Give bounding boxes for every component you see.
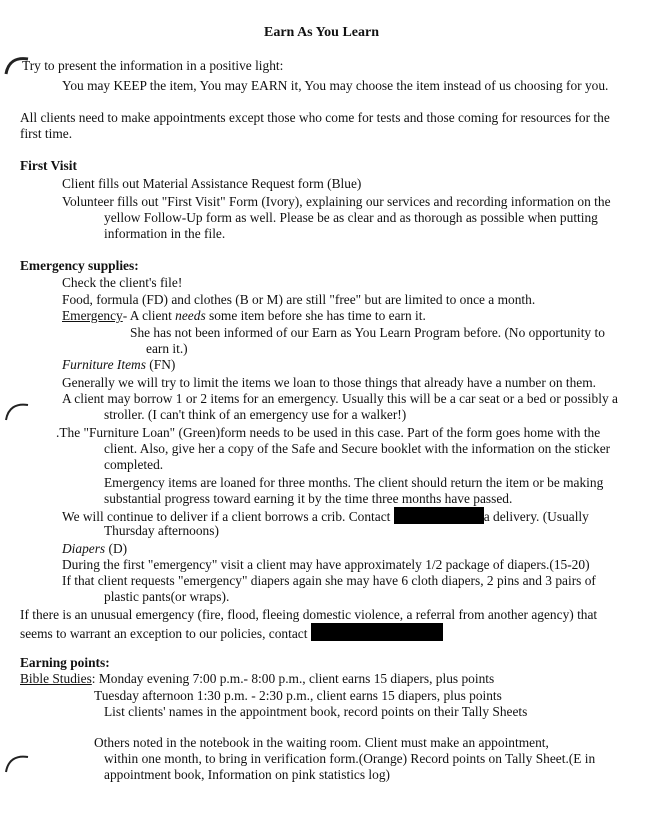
crib-delivery-line — [62, 507, 589, 524]
furniture-borrow-line-2: stroller. (I can't think of an emergency use for a walker!) — [104, 407, 407, 422]
emergency-heading: Emergency supplies: — [20, 258, 139, 273]
bible-studies-line-2: Tuesday afternoon 1:30 p.m. - 2:30 p.m., client earns 15 diapers, plus points — [94, 688, 502, 703]
bible-studies-monday: : Monday evening 7:00 p.m.- 8:00 p.m., client earns 15 diapers, plus points — [91, 671, 495, 686]
appointments-line-1: All clients need to make appointments except those who come for tests and those coming for resources for the — [20, 110, 610, 125]
redacted-contact-block — [394, 507, 484, 524]
first-visit-heading: First Visit — [20, 158, 77, 173]
emergency-informed-line-2: earn it.) — [146, 341, 188, 356]
hole-punch-mark-icon — [4, 752, 30, 774]
furniture-items-code: (FN) — [145, 357, 176, 372]
emergency-definition-line — [62, 308, 426, 323]
emergency-text-post: some item before she has time to earn it. — [205, 308, 426, 323]
furniture-loan-line-1: .The "Furniture Loan" (Green)form needs to be used in this case. Part of the form goes home with the — [56, 425, 601, 440]
diapers-label: Diapers — [62, 541, 106, 556]
emergency-needs-word: needs — [175, 308, 206, 323]
furniture-limit-line: Generally we will try to limit the items we loan to those things that already have a number on them. — [62, 375, 597, 390]
first-visit-line-1: Client fills out Material Assistance Request form (Blue) — [62, 176, 362, 191]
others-line-1: Others noted in the notebook in the waiting room. Client must make an appointment, — [94, 735, 549, 750]
crib-delivery-line-2: Thursday afternoons) — [104, 523, 219, 538]
intro-line-2: You may KEEP the item, You may EARN it, You may choose the item instead of us choosing for you. — [62, 78, 609, 93]
emergency-check-line: Check the client's file! — [62, 275, 183, 290]
furniture-loaned-line-1: Emergency items are loaned for three months. The client should return the item or be making — [104, 475, 604, 490]
furniture-loan-line-2: client. Also, give her a copy of the Safe and Secure booklet with the information on the sticker — [104, 441, 611, 456]
bible-studies-label: Bible Studies — [20, 671, 92, 686]
earning-points-heading: Earning points: — [20, 655, 110, 670]
unusual-emergency-text: seems to warrant an exception to our policies, contact — [20, 626, 311, 641]
first-visit-line-2: Volunteer fills out "First Visit" Form (Ivory), explaining our services and recording information on the — [62, 194, 611, 209]
crib-delivery-pre: We will continue to deliver if a client borrows a crib. Contact — [62, 509, 394, 524]
furniture-items-line — [62, 357, 175, 372]
bible-studies-line-3: List clients' names in the appointment book, record points on their Tally Sheets — [104, 704, 528, 719]
diapers-line-3: plastic pants(or wraps). — [104, 589, 230, 604]
document-title: Earn As You Learn — [264, 25, 380, 40]
diapers-line — [62, 541, 127, 556]
bible-studies-line-1 — [20, 671, 494, 686]
unusual-emergency-line-2 — [20, 623, 443, 641]
furniture-loan-line-3: completed. — [104, 457, 164, 472]
first-visit-line-3: yellow Follow-Up form as well. Please be as clear and as thorough as possible when putting — [104, 210, 598, 225]
crib-delivery-post: a delivery. (Usually — [483, 509, 589, 524]
diapers-line-2: If that client requests "emergency" diapers again she may have 6 cloth diapers, 2 pins and 3 pairs of — [62, 573, 596, 588]
diapers-code: (D) — [105, 541, 128, 556]
furniture-borrow-line-1: A client may borrow 1 or 2 items for an emergency. Usually this will be a car seat or a bed or possibly a — [62, 391, 618, 406]
diapers-line-1: During the first "emergency" visit a client may have approximately 1/2 package of diapers.(15-20) — [62, 557, 590, 572]
unusual-emergency-line-1: If there is an unusual emergency (fire, flood, fleeing domestic violence, a referral from another agency) that — [20, 607, 598, 622]
emergency-text-pre: - A client — [122, 308, 176, 323]
first-visit-line-4: information in the file. — [104, 226, 226, 241]
others-line-2: within one month, to bring in verification form.(Orange) Record points on Tally Sheet.(E in — [104, 751, 596, 766]
emergency-label: Emergency — [62, 308, 123, 323]
emergency-informed-line-1: She has not been informed of our Earn as You Learn Program before. (No opportunity to — [130, 325, 605, 340]
emergency-food-line: Food, formula (FD) and clothes (B or M) are still "free" but are limited to once a month. — [62, 292, 536, 307]
furniture-items-label: Furniture Items — [62, 357, 146, 372]
appointments-line-2: first time. — [20, 126, 73, 141]
hole-punch-mark-icon — [4, 400, 30, 422]
furniture-loaned-line-2: substantial progress toward earning it by the time three months have passed. — [104, 491, 513, 506]
redacted-contact-block — [311, 623, 443, 641]
others-line-3: appointment book, Information on pink statistics log) — [104, 767, 391, 782]
intro-line-1: Try to present the information in a positive light: — [22, 58, 284, 73]
